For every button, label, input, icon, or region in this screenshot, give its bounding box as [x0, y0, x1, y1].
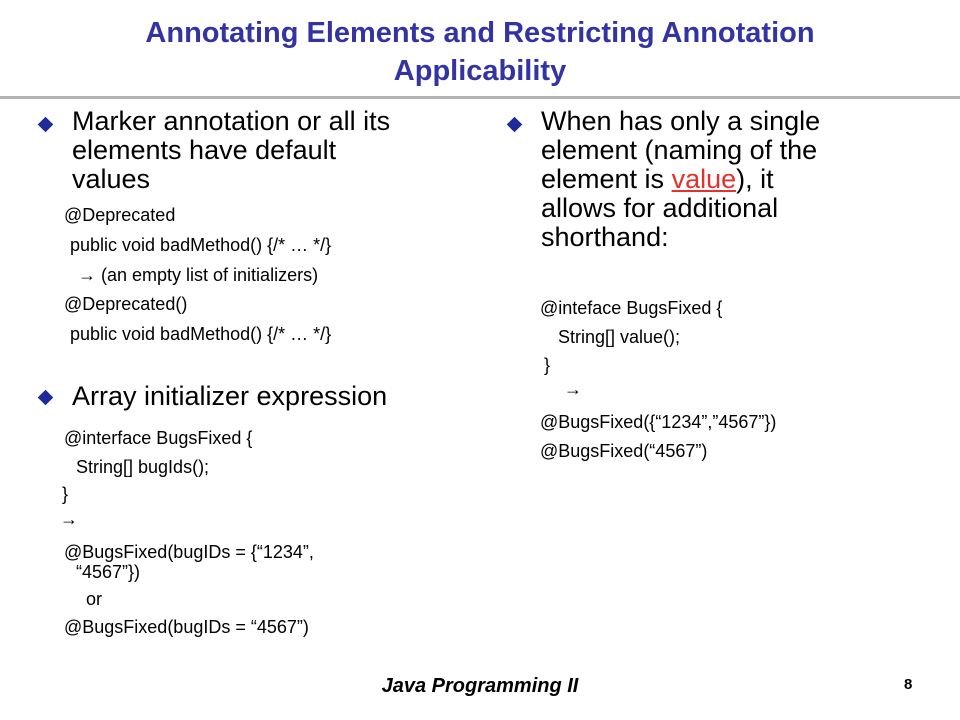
title-line: Applicability — [393, 55, 567, 87]
bullet-line: values — [72, 164, 151, 194]
title-divider — [0, 96, 960, 99]
code-line: @BugsFixed(“4567”) — [540, 441, 708, 461]
title-line: Annotating Elements and Restricting Annotation — [145, 17, 815, 49]
code-line: @Deprecated — [64, 205, 176, 225]
code-line: public void badMethod() {/* … */} — [70, 324, 332, 344]
diamond-bullet-icon — [38, 390, 54, 406]
bullet-line: Marker annotation or all its — [72, 106, 391, 136]
page-number: 8 — [904, 676, 913, 693]
bullet-line: When has only a single — [541, 106, 821, 136]
bullet-line: element (naming of the — [541, 135, 818, 165]
footer-text: Java Programming II — [381, 675, 579, 697]
code-line: or — [86, 589, 103, 609]
arrow-icon: → — [60, 509, 78, 529]
bullet-line: shorthand: — [541, 222, 669, 252]
slide-title — [0, 14, 960, 90]
code-line: “4567”}) — [76, 562, 141, 582]
arrow-icon: → — [564, 379, 582, 399]
code-line: } — [62, 484, 69, 504]
diamond-bullet-icon — [507, 117, 523, 133]
bullet-text-fragment: element is — [541, 164, 672, 194]
value-keyword-link[interactable]: value — [671, 164, 737, 194]
bullet-text — [541, 107, 820, 252]
code-line: @BugsFixed(bugIDs = {“1234”, — [64, 542, 314, 562]
bullet-text: Array initializer expression — [72, 381, 388, 411]
code-line: → (an empty list of initializers) — [78, 265, 319, 285]
code-line: @BugsFixed({“1234”,”4567”}) — [540, 412, 777, 432]
bullet-line — [541, 165, 820, 194]
bullet-text — [72, 107, 390, 194]
code-line: String[] bugIds(); — [76, 457, 210, 477]
code-line: @inteface BugsFixed { — [540, 298, 723, 318]
code-line: @Deprecated() — [64, 294, 188, 314]
diamond-bullet-icon — [38, 117, 54, 133]
code-line: @BugsFixed(bugIDs = “4567”) — [64, 617, 309, 637]
bullet-line: allows for additional — [541, 193, 779, 223]
bullet-text-fragment: ), it — [736, 164, 774, 194]
code-line: @interface BugsFixed { — [64, 428, 253, 448]
code-line: String[] value(); — [558, 327, 681, 347]
code-line: public void badMethod() {/* … */} — [70, 235, 332, 255]
code-line: } — [544, 355, 551, 375]
bullet-line: elements have default — [72, 135, 337, 165]
